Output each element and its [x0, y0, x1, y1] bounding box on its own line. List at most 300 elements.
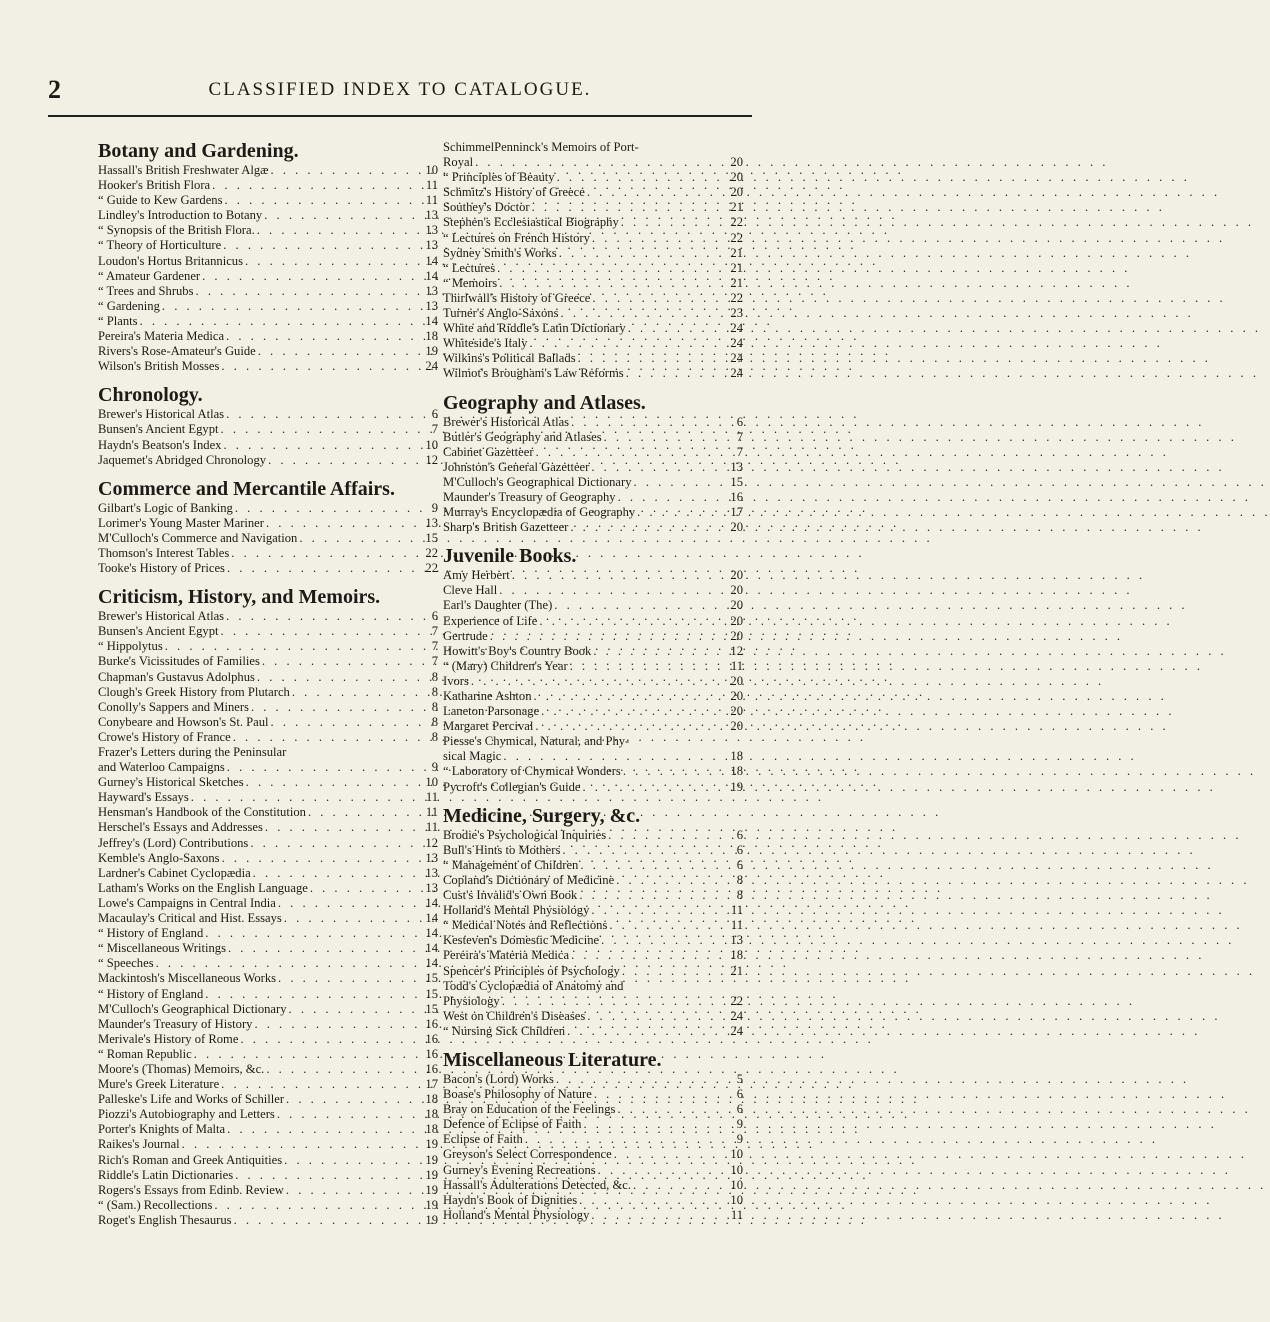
- entry-title: Murray's Encyclopædia of Geography: [443, 505, 636, 520]
- index-entry: [98, 1107, 438, 1122]
- dot-leader: [284, 1183, 420, 1198]
- index-entry: [98, 836, 438, 851]
- index-entry: [98, 956, 438, 971]
- entry-title: Experience of Life: [443, 613, 538, 628]
- entry-page-number: 7: [736, 429, 743, 444]
- index-entry: [443, 629, 743, 644]
- index-entry: [443, 858, 743, 873]
- entry-title: Mure's Greek Literature: [98, 1077, 220, 1092]
- dot-leader: [138, 314, 420, 329]
- entry-page-number: 18: [425, 1092, 438, 1107]
- dot-leader: [287, 1002, 420, 1017]
- entry-title: Howitt's Boy's Country Book: [443, 643, 592, 658]
- dot-leader: [607, 918, 725, 933]
- entry-title: Pereira's Materia Medica: [98, 329, 225, 344]
- entry-title: “ History of England: [98, 986, 204, 1001]
- dot-leader: [602, 430, 725, 445]
- entry-title: Porter's Knights of Malta: [98, 1122, 226, 1137]
- index-entry: [443, 780, 743, 795]
- entry-title: Rogers's Essays from Edinb. Review: [98, 1182, 284, 1197]
- index-entry: [443, 689, 743, 704]
- index-entry: [98, 624, 438, 639]
- dot-leader: [585, 185, 725, 200]
- index-entry: [98, 1122, 438, 1137]
- dot-leader: [560, 843, 725, 858]
- index-entry: [443, 583, 743, 598]
- entry-page-number: 13: [425, 515, 438, 530]
- entry-page-number: 8: [431, 714, 438, 729]
- right-column: [443, 140, 743, 1233]
- entry-page-number: 8: [431, 729, 438, 744]
- entry-title: “ Lectures: [443, 260, 496, 275]
- section-title: Juvenile Books.: [443, 545, 577, 568]
- entry-page-number: 16: [425, 1016, 438, 1031]
- index-entry: [98, 238, 438, 253]
- dot-leader: [225, 1122, 420, 1137]
- entry-page-number: 9: [736, 1117, 743, 1132]
- entry-title: Turner's Anglo-Saxons: [443, 306, 559, 321]
- left-column: [98, 140, 438, 1238]
- section-title: Botany and Gardening.: [98, 140, 299, 162]
- entry-page-number: 20: [730, 704, 743, 719]
- entry-title: Whiteside's Italy: [443, 336, 528, 351]
- page-number: 2: [48, 75, 61, 104]
- dot-leader: [284, 1092, 420, 1107]
- page-header: [0, 70, 800, 110]
- entry-title: Ivors: [443, 673, 469, 688]
- entry-title: Boase's Philosophy of Nature: [443, 1087, 592, 1102]
- entry-title: West on Children's Diseases: [443, 1008, 586, 1023]
- entry-page-number: 24: [425, 359, 438, 374]
- entry-title: Cleve Hall: [443, 583, 498, 598]
- dot-leader: [626, 321, 725, 336]
- dot-leader: [578, 858, 725, 873]
- index-entry: [98, 1198, 438, 1213]
- entry-title: “ Miscellaneous Writings: [98, 941, 226, 956]
- section-entries: [443, 415, 743, 536]
- index-entry: [443, 1009, 743, 1024]
- entry-title: M'Culloch's Geographical Dictionary: [443, 474, 632, 489]
- dot-leader: [533, 719, 725, 734]
- dot-leader: [262, 208, 420, 223]
- index-entry: [98, 546, 438, 561]
- index-entry: [443, 475, 743, 490]
- dot-leader: [497, 276, 725, 291]
- entry-page-number: 13: [425, 865, 438, 880]
- entry-page-number: 20: [730, 185, 743, 200]
- dot-leader: [244, 775, 420, 790]
- section-title: Miscellaneous Literature.: [443, 1048, 662, 1071]
- entry-page-number: 11: [425, 820, 438, 835]
- dot-leader: [200, 269, 420, 284]
- dot-leader: [282, 1153, 420, 1168]
- dot-leader: [569, 948, 725, 963]
- dot-leader: [297, 531, 420, 546]
- index-entry: [443, 520, 743, 535]
- index-entry: [98, 609, 438, 624]
- dot-leader: [589, 1208, 725, 1223]
- entry-title: Amy Herbert: [443, 568, 510, 583]
- entry-page-number: 14: [425, 253, 438, 268]
- entry-title: Stephen's Ecclesiastical Biography: [443, 215, 619, 230]
- entry-title: Spencer's Principles of Psychology: [443, 963, 620, 978]
- entry-page-number: 16: [425, 1046, 438, 1061]
- entry-page-number: 11: [425, 790, 438, 805]
- dot-leader: [243, 254, 420, 269]
- entry-page-number: 13: [425, 208, 438, 223]
- dot-leader: [621, 764, 725, 779]
- index-entry: [98, 299, 438, 314]
- index-entry: [98, 775, 438, 790]
- entry-title: Gurney's Evening Recreations: [443, 1162, 596, 1177]
- entry-page-number: 11: [730, 1207, 743, 1222]
- entry-page-number: 10: [730, 1177, 743, 1192]
- dot-leader: [269, 163, 420, 178]
- dot-leader: [231, 730, 420, 745]
- index-entry: [443, 1147, 743, 1162]
- entry-page-number: 19: [425, 1167, 438, 1182]
- entry-page-number: 7: [431, 422, 438, 437]
- index-entry: [443, 903, 743, 918]
- entry-page-number: 12: [425, 452, 438, 467]
- entry-page-number: 6: [736, 1087, 743, 1102]
- index-entry: [443, 170, 743, 185]
- index-entry: [98, 453, 438, 468]
- entry-title: “ Plants: [98, 313, 138, 328]
- entry-title: Butler's Geography and Atlases: [443, 429, 602, 444]
- dot-leader: [589, 903, 725, 918]
- entry-title: Gurney's Historical Sketches: [98, 775, 244, 790]
- dot-leader: [306, 805, 420, 820]
- header-rule: [48, 115, 752, 117]
- entry-title: “ History of England: [98, 926, 204, 941]
- section-title: Commerce and Mercantile Affairs.: [98, 477, 395, 500]
- section-entries: [443, 1072, 743, 1223]
- index-entry: [443, 1117, 743, 1132]
- entry-title: Laneton Parsonage: [443, 704, 540, 719]
- index-entry: [98, 516, 438, 531]
- entry-page-number: 16: [425, 1031, 438, 1046]
- dot-leader: [219, 359, 420, 374]
- dot-leader: [565, 1024, 725, 1039]
- dot-leader: [632, 475, 725, 490]
- dot-leader: [615, 1102, 725, 1117]
- index-entry: [98, 531, 438, 546]
- index-entry: [443, 291, 743, 306]
- dot-leader: [163, 639, 420, 654]
- entry-page-number: 19: [425, 344, 438, 359]
- index-entry: [98, 422, 438, 437]
- entry-page-number: 10: [730, 1162, 743, 1177]
- dot-leader: [225, 561, 420, 576]
- section-title: Medicine, Surgery, &c.: [443, 804, 641, 827]
- index-entry: [98, 1062, 438, 1077]
- entry-page-number: 16: [730, 489, 743, 504]
- index-entry: [443, 1132, 743, 1147]
- index-entry: [443, 994, 743, 1009]
- dot-leader: [224, 329, 420, 344]
- entry-page-number: 13: [425, 880, 438, 895]
- entry-page-number: 20: [730, 170, 743, 185]
- entry-title: Schmitz's History of Greece: [443, 185, 585, 200]
- dot-leader: [614, 873, 725, 888]
- index-entry: [98, 163, 438, 178]
- index-entry: [443, 246, 743, 261]
- entry-page-number: 20: [730, 568, 743, 583]
- dot-leader: [576, 351, 725, 366]
- section-entries: [98, 407, 438, 467]
- entry-title: Riddle's Latin Dictionaries: [98, 1167, 234, 1182]
- index-entry: [443, 1193, 743, 1208]
- entry-page-number: 19: [425, 1152, 438, 1167]
- entry-title: “ Synopsis of the British Flora.: [98, 223, 255, 238]
- index-entry: [98, 639, 438, 654]
- entry-title: “ Hippolytus: [98, 639, 163, 654]
- index-entry: [443, 614, 743, 629]
- index-entry: [98, 1183, 438, 1198]
- index-entry: [443, 351, 743, 366]
- index-entry: [98, 805, 438, 820]
- dot-leader: [469, 674, 725, 689]
- entry-title: Gilbart's Logic of Banking: [98, 500, 233, 515]
- entry-title: “ Roman Republic: [98, 1046, 192, 1061]
- entry-title: Palleske's Life and Works of Schiller: [98, 1092, 285, 1107]
- entry-title: “ Medical Notes and Reflections: [443, 918, 608, 933]
- entry-page-number: 17: [425, 1077, 438, 1092]
- index-entry: [98, 329, 438, 344]
- dot-leader: [555, 170, 725, 185]
- entry-title: Mackintosh's Miscellaneous Works: [98, 971, 277, 986]
- entry-page-number: 20: [730, 719, 743, 734]
- entry-title: Macaulay's Critical and Hist. Essays: [98, 911, 282, 926]
- entry-page-number: 24: [730, 1023, 743, 1038]
- index-entry: [443, 1208, 743, 1223]
- dot-leader: [249, 700, 420, 715]
- entry-title: Loudon's Hortus Britannicus: [98, 253, 243, 268]
- index-entry: [98, 1153, 438, 1168]
- entry-page-number: 15: [425, 1001, 438, 1016]
- entry-title: Wilkins's Political Ballads: [443, 351, 576, 366]
- entry-page-number: 20: [730, 673, 743, 688]
- entry-title: Brewer's Historical Atlas: [98, 407, 225, 422]
- index-entry: [443, 261, 743, 276]
- index-entry: [98, 941, 438, 956]
- entry-page-number: 15: [425, 986, 438, 1001]
- entry-page-number: 21: [730, 245, 743, 260]
- entry-page-number: 23: [730, 306, 743, 321]
- entry-title: Eclipse of Faith: [443, 1132, 523, 1147]
- index-entry: [443, 445, 743, 460]
- entry-page-number: 22: [730, 993, 743, 1008]
- index-entry: [98, 820, 438, 835]
- entry-page-number: 24: [730, 351, 743, 366]
- entry-page-number: 24: [730, 1008, 743, 1023]
- entry-title: Haydn's Beatson's Index: [98, 437, 222, 452]
- entry-title: “ Amateur Gardener: [98, 268, 201, 283]
- entry-page-number: 14: [425, 956, 438, 971]
- section-title: Chronology.: [98, 384, 203, 407]
- entry-page-number: 18: [425, 329, 438, 344]
- entry-title: Moore's (Thomas) Memoirs, &c.: [98, 1061, 265, 1076]
- index-entry: [443, 843, 743, 858]
- entry-page-number: 8: [736, 888, 743, 903]
- index-entry: [98, 407, 438, 422]
- index-entry: [443, 306, 743, 321]
- dot-leader: [238, 1032, 420, 1047]
- entry-page-number: 7: [431, 639, 438, 654]
- index-entry: [443, 659, 743, 674]
- index-entry: [98, 1213, 438, 1228]
- entry-title: Katharine Ashton: [443, 689, 532, 703]
- index-entry: [443, 598, 743, 613]
- index-entry: [443, 704, 743, 719]
- dot-leader: [229, 546, 420, 561]
- dot-leader: [631, 1178, 725, 1193]
- index-entry: [98, 851, 438, 866]
- entry-page-number: 18: [730, 749, 743, 764]
- dot-leader: [488, 629, 725, 644]
- dot-leader: [221, 438, 420, 453]
- entry-page-number: 20: [730, 628, 743, 643]
- index-entry: [443, 948, 743, 963]
- index-entry: [98, 178, 438, 193]
- entry-page-number: 8: [431, 699, 438, 714]
- entry-title: Frazer's Letters during the Peninsular: [98, 745, 287, 759]
- entry-page-number: 19: [425, 1182, 438, 1197]
- entry-page-number: 9: [431, 500, 438, 515]
- dot-leader: [599, 933, 725, 948]
- entry-page-number: 22: [730, 230, 743, 245]
- section-entries: [98, 501, 438, 576]
- index-entry: [443, 366, 743, 381]
- entry-title: Chapman's Gustavus Adolphus: [98, 669, 255, 684]
- dot-leader: [510, 568, 725, 583]
- dot-leader: [501, 749, 725, 764]
- entry-title: “ Management of Children: [443, 857, 579, 872]
- dot-leader: [219, 422, 420, 437]
- index-entry: [98, 561, 438, 576]
- dot-leader: [568, 659, 725, 674]
- entry-title: Lowe's Campaigns in Central India: [98, 895, 276, 910]
- entry-page-number: 10: [730, 1147, 743, 1162]
- dot-leader: [552, 598, 725, 613]
- entry-title: Sydney Smith's Works: [443, 245, 557, 260]
- entry-title: Johnston's General Gazetteer: [443, 459, 590, 474]
- index-entry: [443, 1178, 743, 1193]
- entry-page-number: 24: [730, 336, 743, 351]
- index-entry: [443, 505, 743, 520]
- dot-leader: [189, 790, 420, 805]
- dot-leader: [635, 505, 725, 520]
- entry-page-number: 15: [425, 971, 438, 986]
- entry-title: “ Nursing Sick Children: [443, 1023, 566, 1038]
- dot-leader: [530, 200, 725, 215]
- entry-page-number: 24: [730, 321, 743, 336]
- entry-title: Copland's Dictionary of Medicine: [443, 872, 615, 887]
- section-entries: [443, 828, 743, 1039]
- entry-title: Sharp's British Gazetteer: [443, 520, 569, 535]
- entry-page-number: 21: [730, 200, 743, 215]
- entry-page-number: 20: [730, 155, 743, 170]
- entry-title: Wilmot's Brougham's Law Reforms: [443, 366, 624, 381]
- index-entry: [98, 715, 438, 730]
- entry-page-number: 16: [425, 1061, 438, 1076]
- entry-title: Brewer's Historical Atlas: [443, 414, 570, 429]
- entry-title: Greyson's Select Correspondence: [443, 1147, 612, 1162]
- entry-page-number: 11: [425, 193, 438, 208]
- index-entry: [443, 276, 743, 291]
- dot-leader: [255, 223, 420, 238]
- index-entry: [443, 749, 743, 764]
- entry-page-number: 21: [730, 963, 743, 978]
- dot-leader: [500, 994, 725, 1009]
- dot-leader: [554, 1072, 725, 1087]
- index-entry: [98, 269, 438, 284]
- section-entries: [98, 609, 438, 1228]
- entry-title: White and Riddle's Latin Dictionary: [443, 321, 626, 336]
- entry-page-number: 14: [425, 313, 438, 328]
- index-entry: [443, 321, 743, 336]
- entry-title: Brewer's Historical Atlas: [98, 609, 225, 624]
- entry-title: Todd's Cyclopædia of Anatomy and: [443, 978, 624, 993]
- dot-leader: [264, 516, 420, 531]
- index-entry: [98, 1017, 438, 1032]
- section-title: Geography and Atlases.: [443, 391, 646, 414]
- entry-title: Piesse's Chymical, Natural, and Phy-: [443, 734, 630, 749]
- entry-title: Rich's Roman and Greek Antiquities: [98, 1152, 283, 1167]
- entry-title: Tooke's History of Prices: [98, 561, 225, 576]
- entry-page-number: 22: [730, 290, 743, 305]
- dot-leader: [260, 654, 420, 669]
- index-entry: [98, 314, 438, 329]
- entry-page-number: 18: [730, 764, 743, 779]
- entry-page-number: 20: [730, 598, 743, 613]
- entry-title: Roget's English Thesaurus: [98, 1212, 232, 1227]
- entry-page-number: 19: [730, 779, 743, 794]
- dot-leader: [276, 896, 420, 911]
- index-entry: [98, 359, 438, 374]
- dot-leader: [590, 291, 725, 306]
- entry-page-number: 24: [730, 366, 743, 381]
- entry-page-number: 8: [431, 669, 438, 684]
- page-title: CLASSIFIED INDEX TO CATALOGUE.: [208, 79, 592, 100]
- entry-title: “ Trees and Shrubs: [98, 283, 194, 298]
- index-entry: [98, 1002, 438, 1017]
- index-entry: [98, 1047, 438, 1062]
- entry-title: “ Lectures on French History: [443, 230, 590, 245]
- dot-leader: [497, 583, 725, 598]
- dot-leader: [224, 609, 420, 624]
- index-entry: [98, 654, 438, 669]
- entry-title: Jeffrey's (Lord) Contributions: [98, 835, 249, 850]
- entry-page-number: 7: [736, 444, 743, 459]
- index-entry: [98, 926, 438, 941]
- entry-page-number: 19: [425, 1197, 438, 1212]
- dot-leader: [210, 178, 420, 193]
- section-entries: [443, 140, 743, 382]
- index-entry: [443, 568, 743, 583]
- entry-title: Bull's Hints to Mothers: [443, 842, 561, 857]
- dot-leader: [577, 1193, 725, 1208]
- dot-leader: [619, 215, 725, 230]
- dot-leader: [160, 299, 420, 314]
- entry-title: Defence of Eclipse of Faith: [443, 1117, 582, 1132]
- entry-title: Lindley's Introduction to Botany: [98, 208, 263, 223]
- index-entry: [98, 344, 438, 359]
- entry-title: Hassall's Adulterations Detected, &c.: [443, 1177, 631, 1192]
- entry-page-number: 15: [730, 474, 743, 489]
- dot-leader: [203, 987, 420, 1002]
